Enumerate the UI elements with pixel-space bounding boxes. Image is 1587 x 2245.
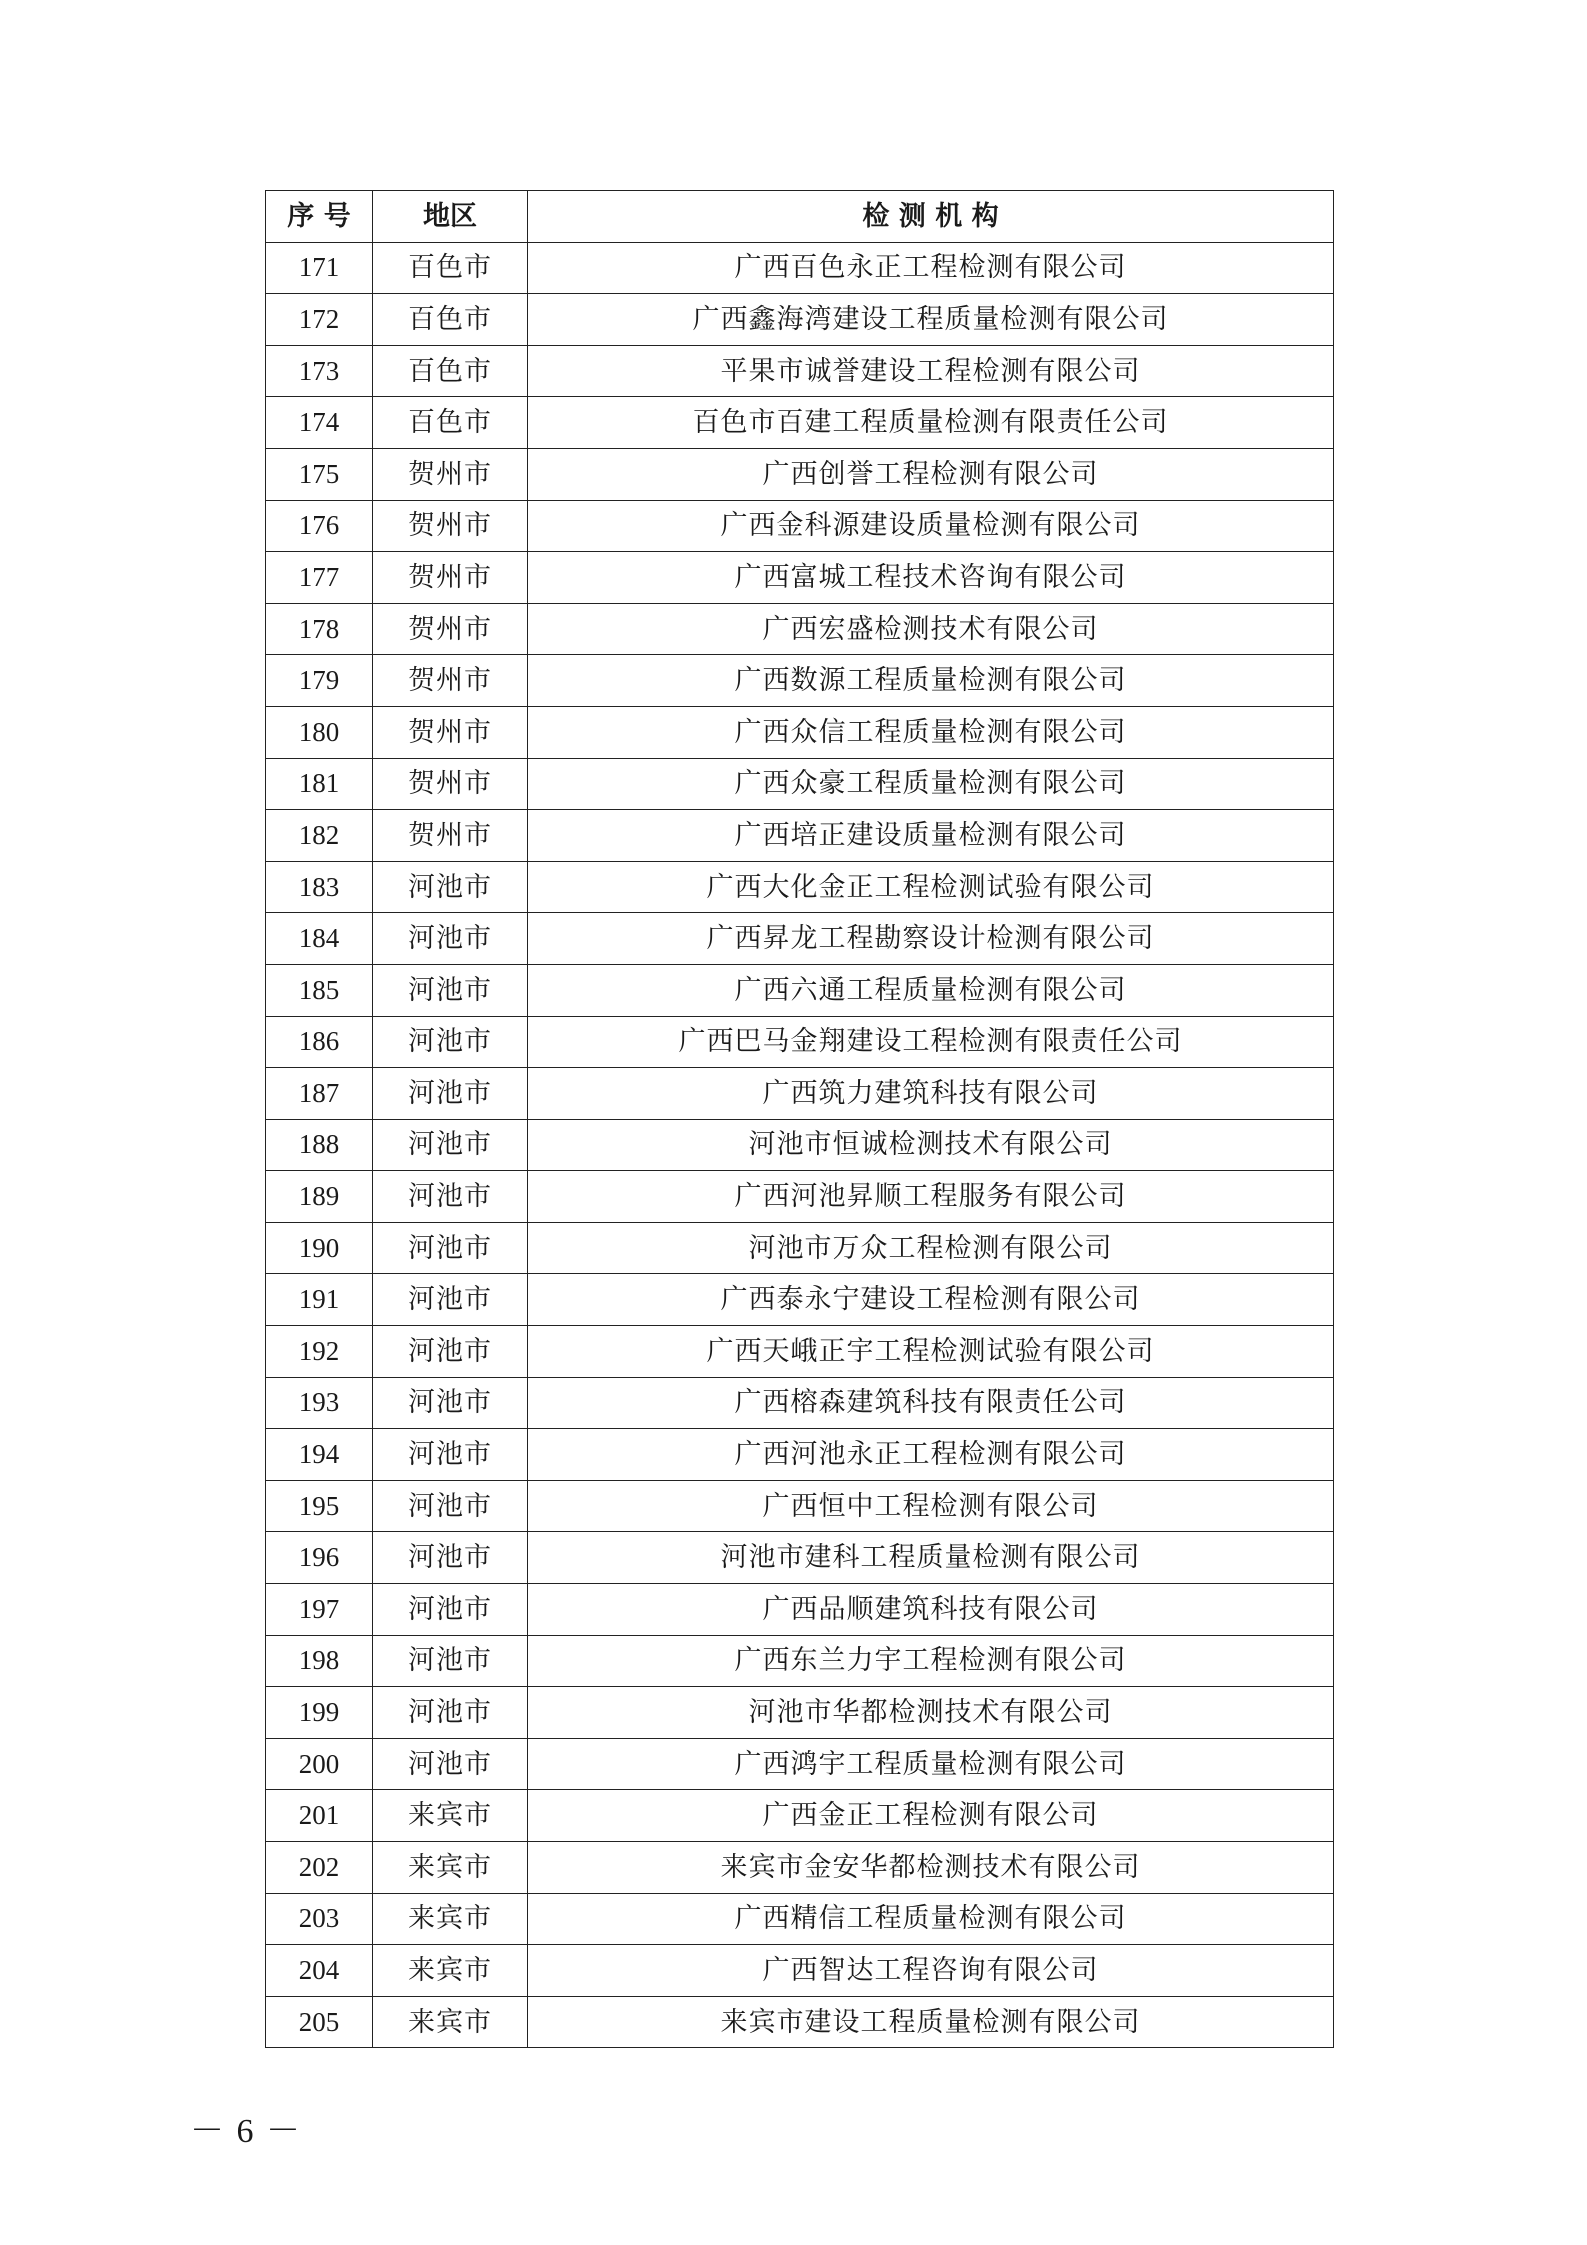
row-org: 来宾市金安华都检测技术有限公司 bbox=[528, 1842, 1334, 1894]
table-row bbox=[266, 242, 1334, 294]
row-region: 河池市 bbox=[373, 1635, 528, 1687]
row-seq: 195 bbox=[266, 1480, 373, 1532]
row-region: 河池市 bbox=[373, 1738, 528, 1790]
row-region: 河池市 bbox=[373, 1687, 528, 1739]
row-region: 河池市 bbox=[373, 1222, 528, 1274]
table-row bbox=[266, 1171, 1334, 1223]
row-seq: 200 bbox=[266, 1738, 373, 1790]
table-row bbox=[266, 1377, 1334, 1429]
row-region: 贺州市 bbox=[373, 810, 528, 862]
row-org: 广西东兰力宇工程检测有限公司 bbox=[528, 1635, 1334, 1687]
row-org: 广西鑫海湾建设工程质量检测有限公司 bbox=[528, 294, 1334, 346]
row-region: 河池市 bbox=[373, 1480, 528, 1532]
row-region: 河池市 bbox=[373, 1532, 528, 1584]
row-seq: 173 bbox=[266, 345, 373, 397]
row-org: 广西众豪工程质量检测有限公司 bbox=[528, 758, 1334, 810]
table-row bbox=[266, 913, 1334, 965]
table-row bbox=[266, 861, 1334, 913]
row-seq: 175 bbox=[266, 448, 373, 500]
page-number: － 6 － bbox=[190, 2113, 302, 2150]
row-org: 广西富城工程技术咨询有限公司 bbox=[528, 552, 1334, 604]
row-seq: 186 bbox=[266, 1016, 373, 1068]
table-row bbox=[266, 1016, 1334, 1068]
row-seq: 193 bbox=[266, 1377, 373, 1429]
row-region: 贺州市 bbox=[373, 706, 528, 758]
header-region: 地区 bbox=[373, 191, 528, 243]
row-region: 贺州市 bbox=[373, 500, 528, 552]
row-seq: 182 bbox=[266, 810, 373, 862]
table-row bbox=[266, 1893, 1334, 1945]
row-seq: 187 bbox=[266, 1068, 373, 1120]
row-region: 百色市 bbox=[373, 242, 528, 294]
row-region: 来宾市 bbox=[373, 1842, 528, 1894]
table-row bbox=[266, 1429, 1334, 1481]
row-org: 广西数源工程质量检测有限公司 bbox=[528, 655, 1334, 707]
row-org: 广西品顺建筑科技有限公司 bbox=[528, 1584, 1334, 1636]
row-seq: 174 bbox=[266, 397, 373, 449]
row-org: 广西鸿宇工程质量检测有限公司 bbox=[528, 1738, 1334, 1790]
table-body bbox=[266, 242, 1334, 2048]
table-row bbox=[266, 552, 1334, 604]
row-seq: 199 bbox=[266, 1687, 373, 1739]
row-region: 河池市 bbox=[373, 861, 528, 913]
row-org: 来宾市建设工程质量检测有限公司 bbox=[528, 1996, 1334, 2048]
row-org: 广西精信工程质量检测有限公司 bbox=[528, 1893, 1334, 1945]
row-org: 广西天峨正宇工程检测试验有限公司 bbox=[528, 1326, 1334, 1378]
row-region: 来宾市 bbox=[373, 1945, 528, 1997]
row-org: 广西榕森建筑科技有限责任公司 bbox=[528, 1377, 1334, 1429]
row-org: 广西金科源建设质量检测有限公司 bbox=[528, 500, 1334, 552]
row-region: 河池市 bbox=[373, 964, 528, 1016]
row-seq: 185 bbox=[266, 964, 373, 1016]
row-org: 广西大化金正工程检测试验有限公司 bbox=[528, 861, 1334, 913]
row-region: 河池市 bbox=[373, 1584, 528, 1636]
row-seq: 171 bbox=[266, 242, 373, 294]
row-org: 广西六通工程质量检测有限公司 bbox=[528, 964, 1334, 1016]
row-seq: 205 bbox=[266, 1996, 373, 2048]
row-region: 贺州市 bbox=[373, 603, 528, 655]
table-row bbox=[266, 1584, 1334, 1636]
row-seq: 176 bbox=[266, 500, 373, 552]
row-region: 河池市 bbox=[373, 1119, 528, 1171]
table-row bbox=[266, 1274, 1334, 1326]
row-seq: 184 bbox=[266, 913, 373, 965]
row-region: 河池市 bbox=[373, 1068, 528, 1120]
table-row bbox=[266, 345, 1334, 397]
inspection-agency-table bbox=[265, 190, 1334, 2048]
row-org: 河池市恒诚检测技术有限公司 bbox=[528, 1119, 1334, 1171]
row-seq: 179 bbox=[266, 655, 373, 707]
table-row bbox=[266, 964, 1334, 1016]
row-org: 广西恒中工程检测有限公司 bbox=[528, 1480, 1334, 1532]
row-org: 河池市万众工程检测有限公司 bbox=[528, 1222, 1334, 1274]
table-row bbox=[266, 603, 1334, 655]
table-row bbox=[266, 758, 1334, 810]
table-row bbox=[266, 655, 1334, 707]
row-org: 广西智达工程咨询有限公司 bbox=[528, 1945, 1334, 1997]
table-row bbox=[266, 1119, 1334, 1171]
row-org: 百色市百建工程质量检测有限责任公司 bbox=[528, 397, 1334, 449]
row-region: 来宾市 bbox=[373, 1893, 528, 1945]
row-region: 河池市 bbox=[373, 1171, 528, 1223]
header-org: 检 测 机 构 bbox=[528, 191, 1334, 243]
row-seq: 202 bbox=[266, 1842, 373, 1894]
row-seq: 172 bbox=[266, 294, 373, 346]
row-org: 广西河池永正工程检测有限公司 bbox=[528, 1429, 1334, 1481]
table-row bbox=[266, 1738, 1334, 1790]
row-region: 河池市 bbox=[373, 1326, 528, 1378]
row-region: 百色市 bbox=[373, 345, 528, 397]
table-header-row bbox=[266, 191, 1334, 243]
row-seq: 180 bbox=[266, 706, 373, 758]
row-seq: 196 bbox=[266, 1532, 373, 1584]
table-row bbox=[266, 448, 1334, 500]
row-org: 广西培正建设质量检测有限公司 bbox=[528, 810, 1334, 862]
row-seq: 197 bbox=[266, 1584, 373, 1636]
row-seq: 189 bbox=[266, 1171, 373, 1223]
row-region: 河池市 bbox=[373, 1274, 528, 1326]
table-row bbox=[266, 1842, 1334, 1894]
row-region: 百色市 bbox=[373, 397, 528, 449]
row-region: 河池市 bbox=[373, 1429, 528, 1481]
row-seq: 190 bbox=[266, 1222, 373, 1274]
row-org: 河池市建科工程质量检测有限公司 bbox=[528, 1532, 1334, 1584]
row-region: 百色市 bbox=[373, 294, 528, 346]
row-region: 贺州市 bbox=[373, 655, 528, 707]
table-row bbox=[266, 1945, 1334, 1997]
row-org: 广西河池昇顺工程服务有限公司 bbox=[528, 1171, 1334, 1223]
table-row bbox=[266, 294, 1334, 346]
row-org: 广西筑力建筑科技有限公司 bbox=[528, 1068, 1334, 1120]
row-seq: 192 bbox=[266, 1326, 373, 1378]
table-row bbox=[266, 1790, 1334, 1842]
header-seq: 序 号 bbox=[266, 191, 373, 243]
table-row bbox=[266, 1222, 1334, 1274]
row-org: 广西昇龙工程勘察设计检测有限公司 bbox=[528, 913, 1334, 965]
row-region: 河池市 bbox=[373, 913, 528, 965]
table-row bbox=[266, 397, 1334, 449]
table-row bbox=[266, 1480, 1334, 1532]
row-seq: 191 bbox=[266, 1274, 373, 1326]
row-region: 河池市 bbox=[373, 1016, 528, 1068]
row-org: 广西创誉工程检测有限公司 bbox=[528, 448, 1334, 500]
row-region: 贺州市 bbox=[373, 758, 528, 810]
row-region: 贺州市 bbox=[373, 448, 528, 500]
row-seq: 204 bbox=[266, 1945, 373, 1997]
row-org: 广西巴马金翔建设工程检测有限责任公司 bbox=[528, 1016, 1334, 1068]
table-row bbox=[266, 706, 1334, 758]
row-seq: 194 bbox=[266, 1429, 373, 1481]
row-org: 广西百色永正工程检测有限公司 bbox=[528, 242, 1334, 294]
row-seq: 201 bbox=[266, 1790, 373, 1842]
table-row bbox=[266, 500, 1334, 552]
row-org: 河池市华都检测技术有限公司 bbox=[528, 1687, 1334, 1739]
row-region: 贺州市 bbox=[373, 552, 528, 604]
row-region: 来宾市 bbox=[373, 1996, 528, 2048]
row-seq: 188 bbox=[266, 1119, 373, 1171]
row-region: 河池市 bbox=[373, 1377, 528, 1429]
row-org: 广西泰永宁建设工程检测有限公司 bbox=[528, 1274, 1334, 1326]
table-row bbox=[266, 1687, 1334, 1739]
row-org: 广西金正工程检测有限公司 bbox=[528, 1790, 1334, 1842]
row-seq: 181 bbox=[266, 758, 373, 810]
row-seq: 183 bbox=[266, 861, 373, 913]
table-row bbox=[266, 1068, 1334, 1120]
table-row bbox=[266, 1635, 1334, 1687]
row-org: 广西宏盛检测技术有限公司 bbox=[528, 603, 1334, 655]
table-row bbox=[266, 1532, 1334, 1584]
table-row bbox=[266, 810, 1334, 862]
row-region: 来宾市 bbox=[373, 1790, 528, 1842]
table-row bbox=[266, 1326, 1334, 1378]
row-org: 平果市诚誉建设工程检测有限公司 bbox=[528, 345, 1334, 397]
table-row bbox=[266, 1996, 1334, 2048]
row-org: 广西众信工程质量检测有限公司 bbox=[528, 706, 1334, 758]
row-seq: 178 bbox=[266, 603, 373, 655]
row-seq: 203 bbox=[266, 1893, 373, 1945]
row-seq: 198 bbox=[266, 1635, 373, 1687]
row-seq: 177 bbox=[266, 552, 373, 604]
